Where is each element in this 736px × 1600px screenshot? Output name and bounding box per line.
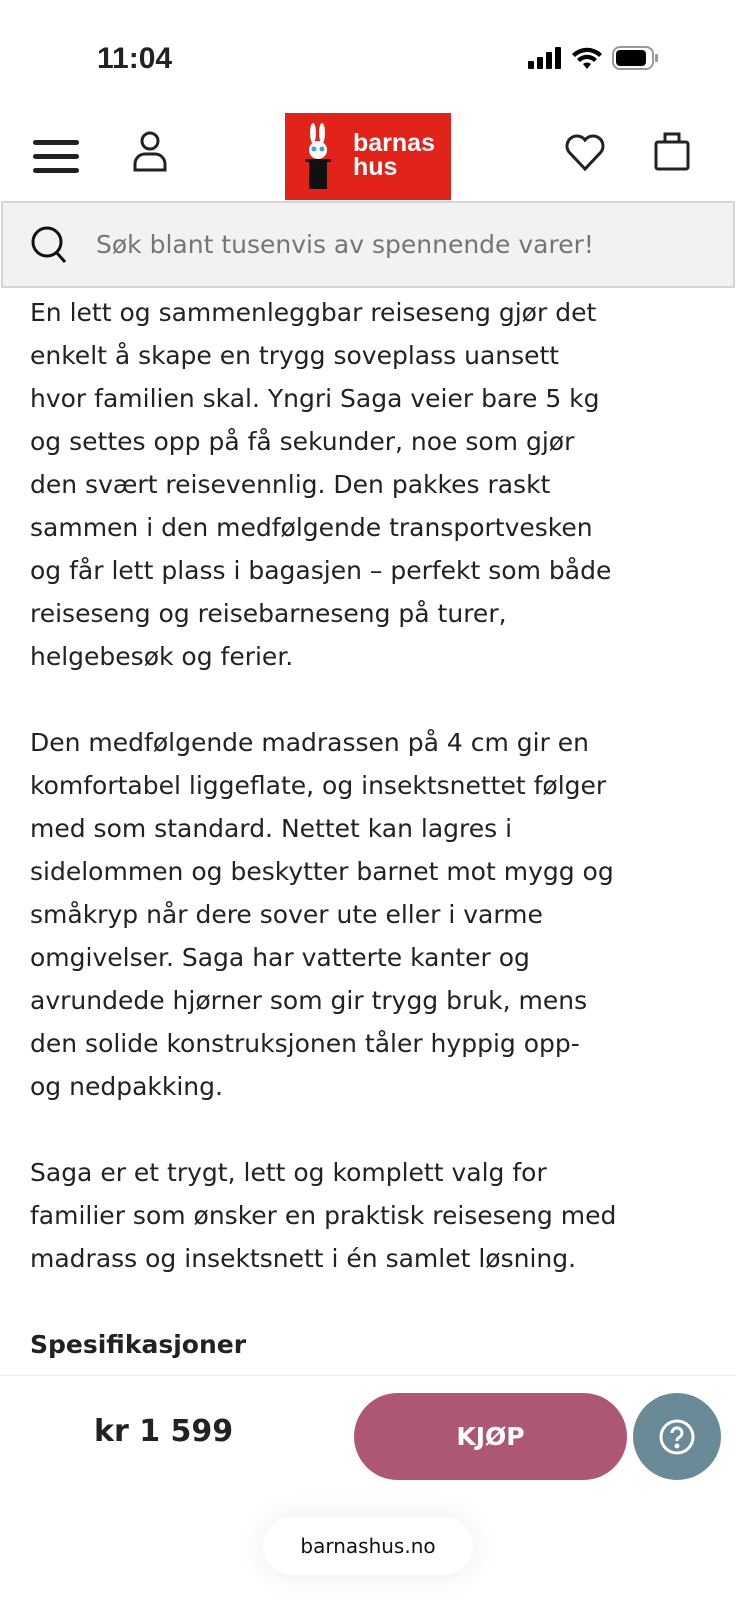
text-line: familier som ønsker en praktisk reiseseng med	[30, 1201, 617, 1230]
site-header	[0, 110, 736, 200]
text-line: og får lett plass i bagasjen – perfekt som både	[30, 556, 612, 585]
menu-icon[interactable]	[33, 138, 81, 174]
price: kr 1 599	[94, 1414, 234, 1449]
text-line: helgebesøk og ferier.	[30, 642, 294, 671]
buy-button[interactable]: KJØP	[354, 1393, 627, 1480]
question-icon	[658, 1418, 696, 1456]
cart-icon[interactable]	[653, 130, 691, 172]
text-line: avrundede hjørner som gir trygg bruk, mens	[30, 986, 588, 1015]
logo[interactable]	[285, 113, 451, 200]
logo-text-line2: hus	[353, 153, 398, 181]
text-line: den solide konstruksjonen tåler hyppig opp-	[30, 1029, 580, 1058]
description-paragraph	[30, 291, 720, 678]
help-button[interactable]	[633, 1393, 721, 1480]
text-line: hvor familien skal. Yngri Saga veier bare 5 kg	[30, 384, 600, 413]
text-line: omgivelser. Saga har vatterte kanter og	[30, 943, 530, 972]
browser-url-pill[interactable]: barnashus.no	[263, 1517, 473, 1575]
wifi-icon	[572, 47, 602, 69]
text-line: enkelt å skape en trygg soveplass uansett	[30, 341, 560, 370]
text-line: madrass og insektsnett i én samlet løsning.	[30, 1244, 577, 1273]
text-line: og settes opp på få sekunder, noe som gjør	[30, 427, 575, 456]
product-description	[30, 291, 720, 1366]
specifications-heading[interactable]: Spesifikasjoner	[30, 1330, 247, 1359]
text-line: Saga er et trygt, lett og komplett valg for	[30, 1158, 547, 1187]
rabbit-logo-icon	[303, 123, 333, 193]
search-icon	[30, 225, 68, 265]
status-bar	[0, 0, 736, 110]
description-paragraph	[30, 1151, 720, 1280]
text-line: og nedpakking.	[30, 1072, 223, 1101]
status-time: 11:04	[97, 42, 173, 75]
text-line: reiseseng og reisebarneseng på turer,	[30, 599, 507, 628]
text-line: sammen i den medfølgende transportvesken	[30, 513, 593, 542]
description-paragraph	[30, 721, 720, 1108]
logo-text-line1: barnas	[353, 129, 435, 157]
search-input[interactable]	[96, 230, 716, 259]
search-bar[interactable]	[1, 201, 735, 288]
account-icon[interactable]	[132, 130, 168, 172]
signal-icon	[528, 47, 562, 69]
text-line: En lett og sammenleggbar reiseseng gjør det	[30, 298, 597, 327]
text-line: Den medfølgende madrassen på 4 cm gir en	[30, 728, 590, 757]
text-line: med som standard. Nettet kan lagres i	[30, 814, 513, 843]
text-line: sidelommen og beskytter barnet mot mygg og	[30, 857, 614, 886]
text-line: komfortabel liggeflate, og insektsnettet følger	[30, 771, 607, 800]
purchase-bar	[0, 1375, 736, 1600]
battery-icon	[612, 46, 658, 70]
text-line: småkryp når dere sover ute eller i varme	[30, 900, 543, 929]
heart-icon[interactable]	[564, 132, 606, 172]
text-line: den svært reisevennlig. Den pakkes raskt	[30, 470, 551, 499]
